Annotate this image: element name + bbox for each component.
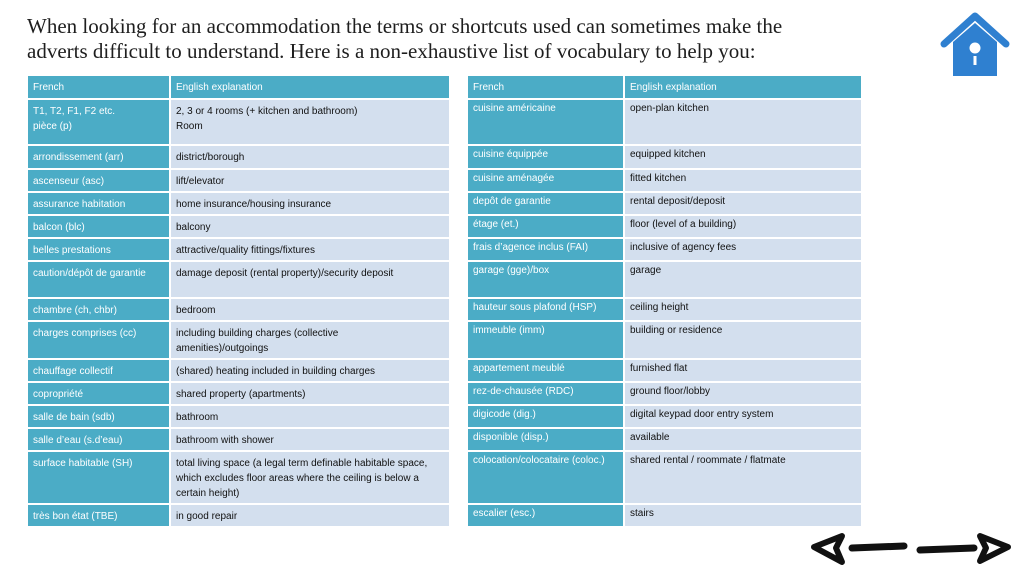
table-header-row xyxy=(468,76,861,98)
english-explanation: bedroom xyxy=(176,305,216,316)
english-explanation-cell xyxy=(625,146,861,168)
french-term-cell xyxy=(28,170,169,191)
french-term-cell xyxy=(28,299,169,320)
table-row xyxy=(468,452,861,503)
table-header-row xyxy=(28,76,449,98)
english-explanation: stairs xyxy=(630,508,654,519)
table-row xyxy=(468,383,861,404)
table-row xyxy=(468,406,861,427)
english-explanation: lift/elevator xyxy=(176,176,225,187)
french-term: chauffage collectif xyxy=(33,366,113,377)
english-explanation-cell xyxy=(171,239,449,260)
english-explanation: 2, 3 or 4 rooms (+ kitchen and bathroom) Room xyxy=(176,106,358,132)
french-term-cell xyxy=(468,383,623,404)
french-term: caution/dépôt de garantie xyxy=(33,268,146,279)
table-row xyxy=(28,239,449,260)
french-term: surface habitable (SH) xyxy=(33,458,133,469)
french-term: appartement meublé xyxy=(473,363,565,374)
table-row xyxy=(468,429,861,450)
table-row xyxy=(28,406,449,427)
french-term: cuisine aménagée xyxy=(473,173,555,184)
english-explanation-cell xyxy=(625,239,861,260)
french-term: disponible (disp.) xyxy=(473,432,549,443)
french-term: charges comprises (cc) xyxy=(33,328,137,339)
french-term: garage (gge)/box xyxy=(473,265,550,276)
english-explanation-cell xyxy=(171,299,449,320)
english-explanation: district/borough xyxy=(176,152,245,163)
table-row xyxy=(28,383,449,404)
english-explanation: in good repair xyxy=(176,511,238,522)
english-explanation: attractive/quality fittings/fixtures xyxy=(176,245,315,256)
table-row xyxy=(468,193,861,214)
english-explanation: open-plan kitchen xyxy=(630,103,709,114)
english-explanation-cell xyxy=(171,452,449,503)
french-term-cell xyxy=(28,100,169,144)
english-explanation-cell xyxy=(625,429,861,450)
english-explanation: (shared) heating included in building charges xyxy=(176,366,376,377)
french-term-cell xyxy=(28,216,169,237)
english-explanation: balcony xyxy=(176,222,211,233)
english-explanation-cell xyxy=(625,193,861,214)
french-term-cell xyxy=(28,452,169,503)
table-row xyxy=(468,239,861,260)
table-row xyxy=(28,193,449,214)
french-term: balcon (blc) xyxy=(33,222,85,233)
english-explanation: floor (level of a building) xyxy=(630,219,737,230)
english-explanation-cell xyxy=(171,383,449,404)
english-explanation-cell xyxy=(171,429,449,450)
english-explanation-cell xyxy=(625,216,861,237)
french-term-cell xyxy=(468,100,623,144)
table-row xyxy=(468,505,861,526)
french-term-cell xyxy=(468,360,623,381)
french-term-cell xyxy=(28,406,169,427)
french-term-cell xyxy=(28,383,169,404)
english-explanation-cell xyxy=(171,406,449,427)
french-term: copropriété xyxy=(33,389,84,400)
table-row xyxy=(28,262,449,297)
english-explanation-cell xyxy=(625,383,861,404)
french-term: cuisine américaine xyxy=(473,103,556,114)
english-explanation: ground floor/lobby xyxy=(630,386,711,397)
french-term-cell xyxy=(468,429,623,450)
english-explanation-cell xyxy=(625,262,861,297)
english-explanation-cell xyxy=(171,262,449,297)
table-row xyxy=(468,216,861,237)
french-term: assurance habitation xyxy=(33,199,126,210)
french-term-cell xyxy=(468,299,623,320)
table-row xyxy=(28,322,449,358)
french-term: rez-de-chausée (RDC) xyxy=(473,386,574,397)
table-row xyxy=(468,170,861,191)
french-term: très bon état (TBE) xyxy=(33,511,118,522)
header-french: French xyxy=(468,76,623,98)
english-explanation-cell xyxy=(625,360,861,381)
english-explanation: rental deposit/deposit xyxy=(630,196,726,207)
header-english: English explanation xyxy=(171,76,449,98)
arrow-right-icon[interactable] xyxy=(920,536,1008,561)
navigation-arrows xyxy=(808,520,1018,570)
english-explanation-cell xyxy=(171,146,449,168)
english-explanation-cell xyxy=(625,100,861,144)
french-term-cell xyxy=(468,505,623,526)
english-explanation-cell xyxy=(171,322,449,358)
french-term: cuisine équippée xyxy=(473,149,549,160)
header-french: French xyxy=(28,76,169,98)
french-term-cell xyxy=(468,262,623,297)
table-row xyxy=(468,299,861,320)
french-term: escalier (esc.) xyxy=(473,508,536,519)
table-row xyxy=(28,100,449,144)
table-row xyxy=(28,216,449,237)
french-term-cell xyxy=(28,193,169,214)
english-explanation-cell xyxy=(625,406,861,427)
english-explanation: home insurance/housing insurance xyxy=(176,199,332,210)
english-explanation-cell xyxy=(171,505,449,526)
french-term-cell xyxy=(468,146,623,168)
french-term: arrondissement (arr) xyxy=(33,152,124,163)
table-row xyxy=(468,146,861,168)
french-term: belles prestations xyxy=(33,245,111,256)
french-term: frais d’agence inclus (FAI) xyxy=(473,242,589,253)
english-explanation-cell xyxy=(171,193,449,214)
table-row xyxy=(28,505,449,526)
english-explanation: bathroom with shower xyxy=(176,435,274,446)
table-row xyxy=(468,100,861,144)
french-term: digicode (dig.) xyxy=(473,409,536,420)
table-row xyxy=(468,322,861,358)
table-row xyxy=(28,170,449,191)
table-row xyxy=(28,360,449,381)
english-explanation-cell xyxy=(625,170,861,191)
table-row xyxy=(468,262,861,297)
vocab-table-right xyxy=(466,74,863,528)
table-row xyxy=(28,299,449,320)
french-term-cell xyxy=(28,262,169,297)
french-term-cell xyxy=(28,429,169,450)
english-explanation: ceiling height xyxy=(630,302,689,313)
english-explanation-cell xyxy=(171,216,449,237)
french-term-cell xyxy=(468,193,623,214)
english-explanation: digital keypad door entry system xyxy=(630,409,774,420)
table-row xyxy=(28,452,449,503)
english-explanation-cell xyxy=(625,299,861,320)
french-term-cell xyxy=(468,216,623,237)
french-term-cell xyxy=(28,505,169,526)
french-term: immeuble (imm) xyxy=(473,325,545,336)
french-term-cell xyxy=(28,146,169,168)
english-explanation-cell xyxy=(171,100,449,144)
page-title: When looking for an accommodation the terms or shortcuts used can sometimes make the adverts difficult to understand. Here is a non-exhaustive list of vocabulary to help you: xyxy=(27,14,783,63)
english-explanation: available xyxy=(630,432,670,443)
french-term: étage (et.) xyxy=(473,219,519,230)
french-term: colocation/colocataire (coloc.) xyxy=(473,455,605,466)
header-english: English explanation xyxy=(625,76,861,98)
english-explanation: total living space (a legal term definable habitable space, which excludes floor areas where the ceiling is below a certain height) xyxy=(176,458,428,499)
english-explanation: bathroom xyxy=(176,412,219,423)
english-explanation: equipped kitchen xyxy=(630,149,706,160)
french-term: hauteur sous plafond (HSP) xyxy=(473,302,597,313)
table-row xyxy=(28,146,449,168)
french-term: chambre (ch, chbr) xyxy=(33,305,117,316)
english-explanation: including building charges (collective amenities)/outgoings xyxy=(176,328,339,354)
english-explanation: furnished flat xyxy=(630,363,688,374)
french-term: T1, T2, F1, F2 etc. pièce (p) xyxy=(33,106,116,132)
french-term-cell xyxy=(28,360,169,381)
english-explanation: shared property (apartments) xyxy=(176,389,306,400)
english-explanation: fitted kitchen xyxy=(630,173,687,184)
english-explanation-cell xyxy=(171,170,449,191)
english-explanation-cell xyxy=(625,452,861,503)
french-term: ascenseur (asc) xyxy=(33,176,105,187)
vocab-table-left xyxy=(26,74,451,528)
french-term-cell xyxy=(468,170,623,191)
french-term-cell xyxy=(468,406,623,427)
english-explanation-cell xyxy=(625,322,861,358)
english-explanation: damage deposit (rental property)/security deposit xyxy=(176,268,394,279)
arrow-left-icon[interactable] xyxy=(814,536,904,562)
english-explanation: building or residence xyxy=(630,325,723,336)
table-row xyxy=(28,429,449,450)
birdhouse-icon xyxy=(938,10,1012,80)
english-explanation: shared rental / roommate / flatmate xyxy=(630,455,786,466)
french-term: depôt de garantie xyxy=(473,196,551,207)
french-term-cell xyxy=(28,322,169,358)
french-term: salle d’eau (s.d’eau) xyxy=(33,435,123,446)
french-term-cell xyxy=(468,322,623,358)
french-term: salle de bain (sdb) xyxy=(33,412,115,423)
english-explanation-cell xyxy=(171,360,449,381)
french-term-cell xyxy=(468,452,623,503)
table-row xyxy=(468,360,861,381)
french-term-cell xyxy=(28,239,169,260)
french-term-cell xyxy=(468,239,623,260)
english-explanation: garage xyxy=(630,265,662,276)
english-explanation: inclusive of agency fees xyxy=(630,242,737,253)
